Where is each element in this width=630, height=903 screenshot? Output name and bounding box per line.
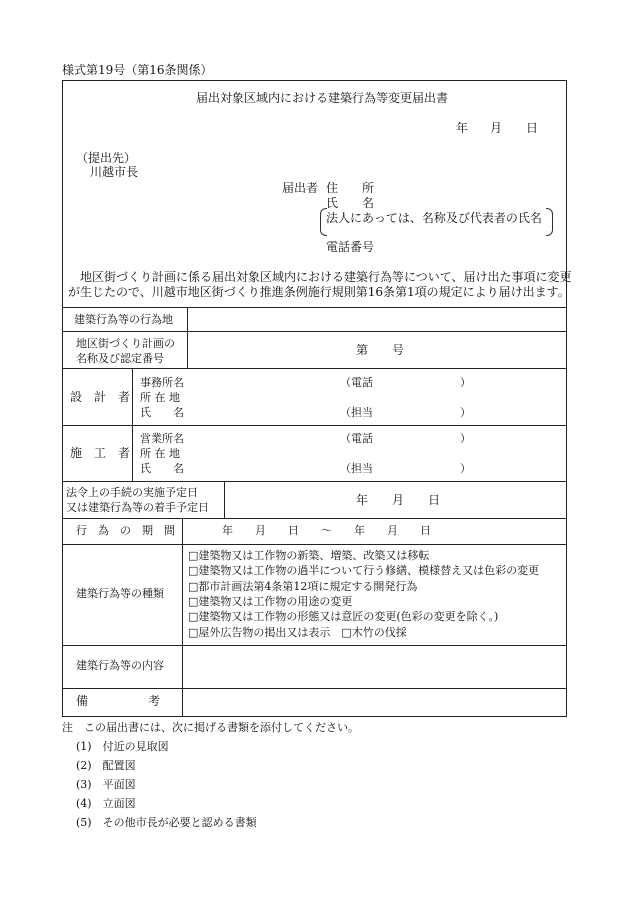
- submit-to-label: （提出先）: [76, 151, 137, 165]
- notes-item-3: (3) 平面図: [76, 778, 136, 791]
- notes-item-5: (5) その他市長が必要と認める書類: [76, 816, 257, 829]
- builder-address: 所 在 地: [140, 447, 180, 460]
- notes-item-4: (4) 立面図: [76, 797, 136, 810]
- builder-phone: （電話: [340, 432, 373, 445]
- body-text-line-2: が生じたので、川越市地区街づくり推進条例施行規則第16条第1項の規定により届け出ます。: [68, 285, 570, 299]
- notes-head: 注 この届出書には、次に掲げる書類を添付してください。: [62, 721, 359, 734]
- row-line: [62, 481, 567, 482]
- location-label: 建築行為等の行為地: [74, 313, 173, 326]
- designer-contact: （担当: [340, 406, 373, 419]
- notes-item-2: (2) 配置図: [76, 759, 136, 772]
- remarks-label: 備 考: [76, 694, 161, 708]
- form-id: 様式第19号（第16条関係）: [62, 63, 213, 77]
- plan-number: 第 号: [356, 343, 405, 357]
- row-line: [62, 307, 567, 308]
- builder-contact: （担当: [340, 462, 373, 475]
- form-title: 届出対象区域内における建築行為等変更届出書: [196, 91, 449, 105]
- builder-label: 施 工 者: [70, 446, 131, 460]
- row-line: [62, 688, 567, 689]
- designer-contact-close: ）: [460, 406, 471, 419]
- body-text-line-1: 地区街づくり計画に係る届出対象区域内における建築行為等について、届け出た事項に変更: [80, 270, 572, 284]
- designer-office: 事務所名: [140, 376, 184, 389]
- submit-to-name: 川越市長: [90, 165, 139, 179]
- kind-option-5[interactable]: □建築物又は工作物の形態又は意匠の変更(色彩の変更を除く。): [188, 610, 499, 623]
- builder-contact-close: ）: [460, 462, 471, 475]
- row-line: [62, 425, 567, 426]
- notifier-address: 住 所: [326, 181, 375, 195]
- designer-label: 設 計 者: [70, 390, 131, 404]
- schedule-date: 年 月 日: [356, 493, 441, 507]
- row-line: [62, 368, 567, 369]
- col-line: [187, 307, 188, 368]
- kind-option-3[interactable]: □都市計画法第4条第12項に規定する開発行為: [188, 580, 418, 593]
- content-label: 建築行為等の内容: [76, 659, 164, 672]
- period-label: 行 為 の 期 間: [76, 524, 175, 537]
- row-line: [62, 544, 567, 545]
- designer-phone-close: ）: [460, 376, 471, 389]
- date-year: 年: [456, 121, 469, 135]
- row-line: [62, 645, 567, 646]
- col-line: [132, 368, 133, 481]
- date-month: 月: [490, 121, 503, 135]
- corp-note-close-paren: [546, 208, 553, 236]
- col-line: [182, 518, 183, 717]
- builder-name: 氏 名: [140, 462, 184, 475]
- kind-option-6[interactable]: □屋外広告物の掲出又は表示 □木竹の伐採: [188, 626, 407, 639]
- col-line: [224, 481, 225, 518]
- builder-phone-close: ）: [460, 432, 471, 445]
- builder-office: 営業所名: [140, 432, 184, 445]
- designer-address: 所 在 地: [140, 391, 180, 404]
- kind-option-2[interactable]: □建築物又は工作物の過半について行う修繕、模様替え又は色彩の変更: [188, 564, 540, 577]
- schedule-label-2: 又は建築行為等の着手予定日: [66, 501, 209, 514]
- period-value: 年 月 日 ～ 年 月 日: [222, 524, 431, 537]
- designer-phone: （電話: [340, 376, 373, 389]
- notifier-corp-note: 法人にあっては、名称及び代表者の氏名: [326, 211, 542, 225]
- notifier-phone: 電話番号: [326, 240, 375, 254]
- notifier-name: 氏 名: [326, 196, 375, 210]
- schedule-label-1: 法令上の手続の実施予定日: [66, 486, 198, 499]
- kind-option-4[interactable]: □建築物又は工作物の用途の変更: [188, 595, 353, 608]
- kind-label: 建築行為等の種類: [76, 587, 164, 600]
- date-day: 日: [526, 121, 539, 135]
- row-line: [62, 331, 567, 332]
- plan-name-label-1: 地区街づくり計画の: [76, 337, 175, 350]
- plan-name-label-2: 名称及び認定番号: [76, 352, 164, 365]
- notifier-label: 届出者: [282, 181, 319, 195]
- notes-item-1: (1) 付近の見取図: [76, 740, 169, 753]
- row-line: [62, 518, 567, 519]
- designer-name: 氏 名: [140, 406, 184, 419]
- kind-option-1[interactable]: □建築物又は工作物の新築、増築、改築又は移転: [188, 549, 430, 562]
